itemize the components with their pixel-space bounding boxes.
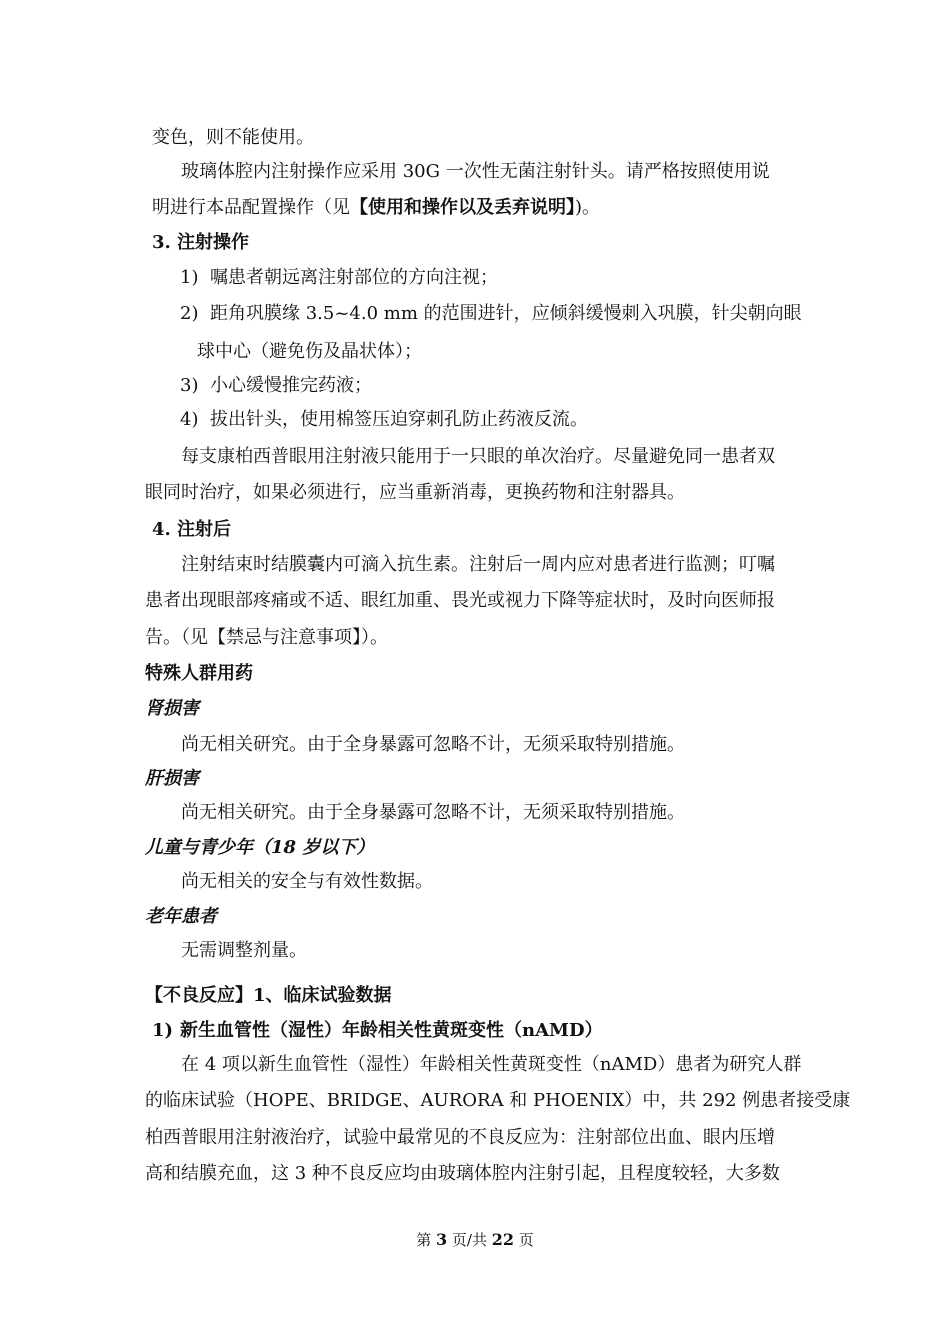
section-reference: 【使用和操作以及丢弃说明】 xyxy=(350,197,575,218)
paragraph-line: 的临床试验（HOPE、BRIDGE、AURORA 和 PHOENIX）中，共 292 例患者接受康 xyxy=(145,1090,851,1111)
paragraph-line: 高和结膜充血，这 3 种不良反应均由玻璃体腔内注射引起，且程度较轻，大多数 xyxy=(145,1163,780,1184)
list-item xyxy=(180,408,588,432)
subsection-heading: 肾损害 xyxy=(145,698,199,719)
paragraph-line: 在 4 项以新生血管性（湿性）年龄相关性黄斑变性（nAMD）患者为研究人群 xyxy=(181,1054,802,1075)
paragraph-line: 变色，则不能使用。 xyxy=(152,127,314,148)
paragraph-line: 注射结束时结膜囊内可滴入抗生素。注射后一周内应对患者进行监测；叮嘱 xyxy=(181,554,775,575)
subsection-heading: 肝损害 xyxy=(145,768,199,789)
paragraph-line: 眼同时治疗，如果必须进行，应当重新消毒，更换药物和注射器具。 xyxy=(145,482,685,503)
paragraph-line: 柏西普眼用注射液治疗，试验中最常见的不良反应为：注射部位出血、眼内压增 xyxy=(145,1127,775,1148)
section-heading: 4. 注射后 xyxy=(152,519,232,540)
list-item-text: 距角巩膜缘 3.5~4.0 mm 的范围进针，应倾斜缓慢刺入巩膜，针尖朝向眼 xyxy=(210,303,802,324)
list-item-text: 小心缓慢推完药液； xyxy=(210,375,372,396)
section-heading: 3. 注射操作 xyxy=(152,232,250,253)
paragraph-line: 每支康柏西普眼用注射液只能用于一只眼的单次治疗。尽量避免同一患者双 xyxy=(181,446,775,467)
page-footer: 第 3 页/共 22 页 xyxy=(416,1230,534,1249)
list-number: 4) xyxy=(180,409,199,430)
paragraph-line: 告。（见【禁忌与注意事项】）。 xyxy=(145,627,388,648)
list-item-heading xyxy=(152,1019,603,1043)
paragraph-line: 尚无相关研究。由于全身暴露可忽略不计，无须采取特别措施。 xyxy=(181,802,685,823)
section-heading: 【不良反应】1、临床试验数据 xyxy=(145,985,392,1006)
list-item-text: 新生血管性（湿性）年龄相关性黄斑变性（nAMD） xyxy=(180,1020,603,1041)
subsection-heading: 老年患者 xyxy=(145,906,217,927)
list-item xyxy=(180,266,498,290)
paragraph-line: 尚无相关的安全与有效性数据。 xyxy=(181,871,433,892)
list-item xyxy=(180,302,802,326)
list-item-text: 嘱患者朝远离注射部位的方向注视； xyxy=(210,267,498,288)
section-heading: 特殊人群用药 xyxy=(145,663,253,684)
list-item xyxy=(180,374,372,398)
paragraph-line: 患者出现眼部疼痛或不适、眼红加重、畏光或视力下降等症状时，及时向医师报 xyxy=(145,590,775,611)
list-item-continuation: 球中心（避免伤及晶状体）； xyxy=(197,341,422,362)
paragraph-line: 明进行本品配置操作（见【使用和操作以及丢弃说明】)。 xyxy=(152,197,601,218)
total-pages: 22 xyxy=(491,1230,514,1249)
list-number: 2) xyxy=(180,303,199,324)
paragraph-line: 玻璃体腔内注射操作应采用 30G 一次性无菌注射针头。请严格按照使用说 xyxy=(181,161,770,182)
list-number: 1) xyxy=(152,1020,174,1041)
list-number: 1) xyxy=(180,267,199,288)
subsection-heading: 儿童与青少年（18 岁以下） xyxy=(145,837,375,858)
paragraph-line: 尚无相关研究。由于全身暴露可忽略不计，无须采取特别措施。 xyxy=(181,734,685,755)
list-item-text: 拔出针头，使用棉签压迫穿刺孔防止药液反流。 xyxy=(210,409,588,430)
page-number: 3 xyxy=(436,1230,448,1249)
list-number: 3) xyxy=(180,375,199,396)
paragraph-line: 无需调整剂量。 xyxy=(181,940,307,961)
